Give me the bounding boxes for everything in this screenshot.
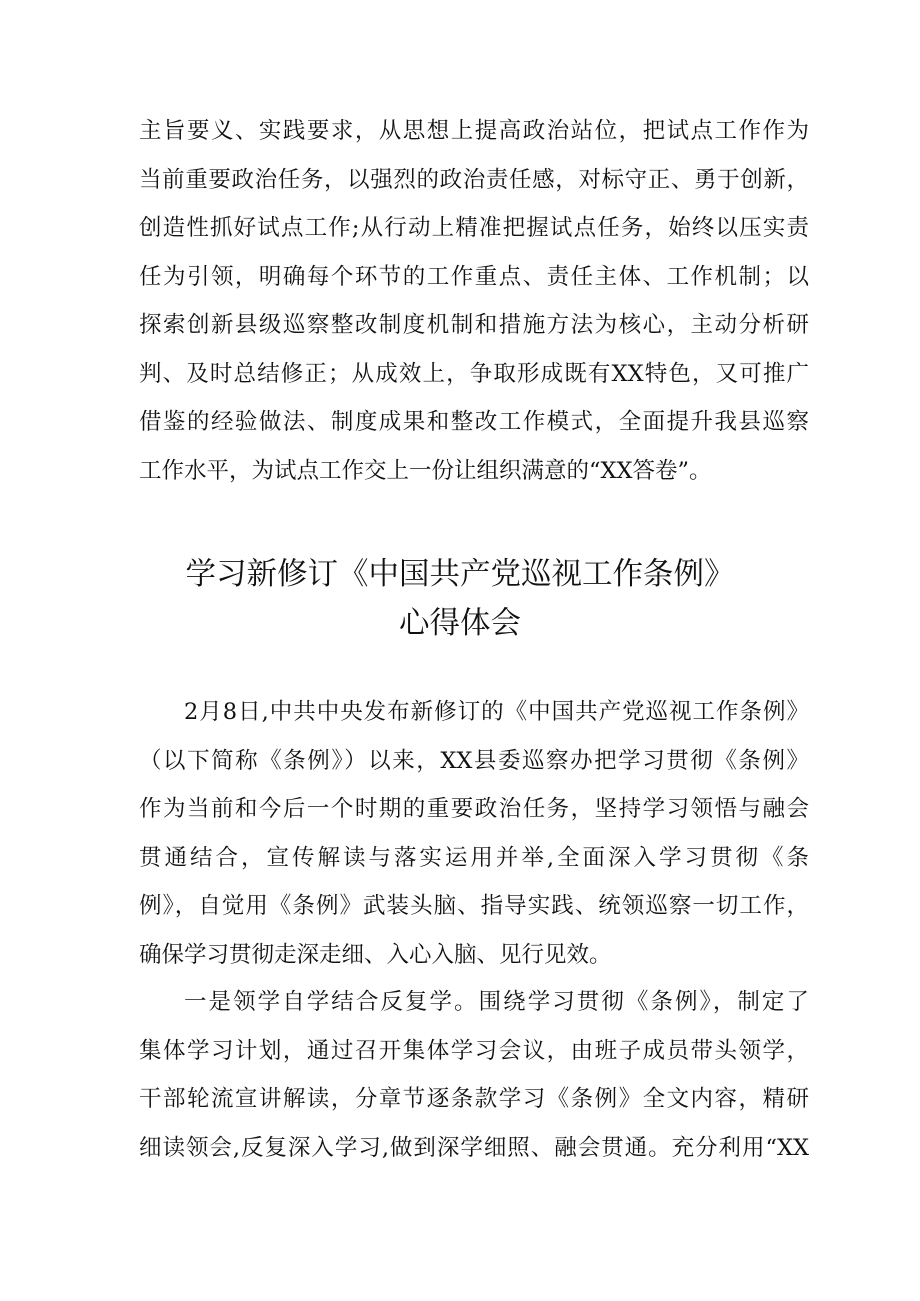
paragraph-line: （以下简称《条例》）以来，XX县委巡察办把学习贯彻《条例》 xyxy=(139,747,809,774)
paragraph-line: 判、及时总结修正；从成效上，争取形成既有XX特色，又可推广 xyxy=(139,360,809,387)
article-title xyxy=(0,550,920,648)
paragraph-line: 探索创新县级巡察整改制度机制和措施方法为核心，主动分析研 xyxy=(139,312,809,338)
paragraph-line: 工作水平，为试点工作交上一份让组织满意的“XX答卷”。 xyxy=(139,457,712,484)
paragraph-line: 一是领学自学结合反复学。围绕学习贯彻《条例》，制定了 xyxy=(184,989,809,1015)
paragraph-line: 主旨要义、实践要求，从思想上提高政治站位，把试点工作作为 xyxy=(139,118,809,144)
paragraph-2 xyxy=(139,978,809,1172)
article-title-line-2: 心得体会 xyxy=(399,606,521,641)
paragraph-line: 作为当前和今后一个时期的重要政治任务，坚持学习领悟与融会 xyxy=(139,796,809,822)
paragraph-line: 贯通结合，宣传解读与落实运用并举,全面深入学习贯彻《条 xyxy=(139,844,809,871)
paragraph-line: 确保学习贯彻走深走细、入心入脑、见行见效。 xyxy=(139,941,612,968)
paragraph-line: 当前重要政治任务，以强烈的政治责任感，对标守正、勇于创新， xyxy=(139,166,809,193)
paragraph-line: 创造性抓好试点工作;从行动上精准把握试点任务，始终以压实责 xyxy=(139,215,809,241)
paragraph-line: 例》，自觉用《条例》武装头脑、指导实践、统领巡察一切工作， xyxy=(139,893,809,919)
paragraph-line: 任为引领，明确每个环节的工作重点、责任主体、工作机制；以 xyxy=(139,263,809,290)
article-title-line-1: 学习新修订《中国共产党巡视工作条例》 xyxy=(185,557,735,592)
paragraph-1 xyxy=(139,688,809,979)
paragraph-line: 集体学习计划，通过召开集体学习会议，由班子成员带头领学， xyxy=(139,1037,809,1064)
paragraph-line: 细读领会,反复深入学习,做到深学细照、融会贯通。充分利用“XX xyxy=(139,1134,809,1161)
paragraph-line: 干部轮流宣讲解读，分章节逐条款学习《条例》全文内容，精研 xyxy=(139,1086,809,1112)
paragraph-intro xyxy=(139,107,809,495)
paragraph-line: 2月8日,中共中央发布新修订的《中国共产党巡视工作条例》 xyxy=(184,699,809,725)
paragraph-line: 借鉴的经验做法、制度成果和整改工作模式，全面提升我县巡察 xyxy=(139,409,809,435)
